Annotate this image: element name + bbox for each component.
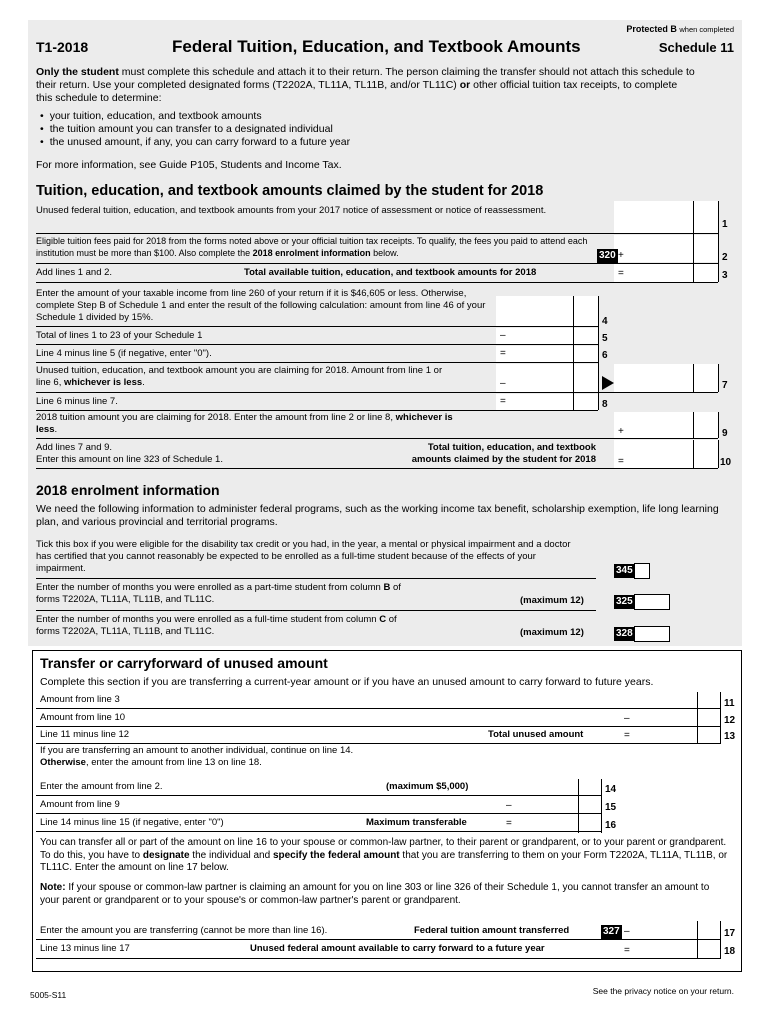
para-a: You can transfer all or part of the amount on line 16 to your spouse or common-law partner, to their parent or grandparent, or to your parent or grandparent. To do this, you have to bbox=[40, 837, 727, 861]
equals-sign: = bbox=[618, 456, 624, 467]
line9-text: 2018 tuition amount you are claiming for 2018. Enter the amount from line 2 or line 8, whichever is less. bbox=[36, 412, 453, 435]
fulltime-text bbox=[36, 614, 416, 638]
rule bbox=[36, 344, 598, 345]
line1-field[interactable] bbox=[614, 201, 718, 233]
line-number: 5 bbox=[602, 333, 608, 344]
line2-code: 320 bbox=[599, 250, 616, 261]
line15-text: Amount from line 9 bbox=[40, 799, 120, 810]
bullet-item: • the tuition amount you can transfer to a designated individual bbox=[40, 123, 350, 136]
line2-text-a: Eligible tuition fees paid for 2018 from the forms noted above or your official tuition tax receipts. To qualify, the fees you paid to attend each institution must be more than $100. Also complete the bbox=[36, 236, 588, 258]
minus-sign: – bbox=[500, 330, 506, 341]
enrolment-heading: 2018 enrolment information bbox=[36, 482, 220, 498]
para-d: specify the federal amount bbox=[272, 849, 400, 861]
line10-total-label bbox=[340, 442, 596, 466]
pt-text-b: B bbox=[383, 582, 391, 593]
equals-sign: = bbox=[500, 348, 506, 359]
column-edge bbox=[720, 692, 721, 744]
line10-text-b: Enter this amount on line 323 of Schedule 1. bbox=[36, 454, 223, 465]
rule bbox=[36, 392, 718, 393]
line-number: 14 bbox=[605, 784, 617, 795]
transfer-heading: Transfer or carryforward of unused amount bbox=[40, 655, 328, 671]
note-text: If your spouse or common-law partner is claiming an amount for you on line 303 or line 326 of their Schedule 1, you cannot transfer an amount to your parent or grandparent or to your spouse's or common-law partner's parent or grandparent. bbox=[40, 882, 710, 906]
parttime-field[interactable] bbox=[634, 594, 670, 610]
protected-suffix: when completed bbox=[679, 25, 734, 34]
column-edge bbox=[718, 440, 719, 468]
protected-label bbox=[626, 23, 734, 36]
equals-sign: = bbox=[506, 818, 512, 829]
column-edge bbox=[601, 779, 602, 833]
line18-text: Line 13 minus line 17 bbox=[40, 943, 130, 954]
disability-checkbox[interactable] bbox=[634, 563, 650, 579]
line8-text: Line 6 minus line 7. bbox=[36, 396, 118, 407]
minus-sign: – bbox=[624, 713, 630, 724]
rule bbox=[36, 362, 598, 363]
line3-field[interactable] bbox=[614, 264, 718, 282]
equals-sign: = bbox=[624, 945, 630, 956]
rule bbox=[36, 939, 720, 940]
privacy-notice: See the privacy notice on your return. bbox=[592, 986, 734, 996]
para-e: that you are transferring to them on your Form T2202A, TL11A, TL11B, or TL11C. Enter the amount on line 17 below. bbox=[40, 849, 728, 873]
line2-text-c: below. bbox=[370, 247, 399, 258]
column-edge bbox=[720, 921, 721, 959]
enrolment-intro: We need the following information to administer federal programs, such as the working income tax benefit, scholarship exemption, life long learning plan, and various provincial and territorial programs. bbox=[36, 503, 719, 528]
equals-sign: = bbox=[500, 396, 506, 407]
parttime-max: (maximum 12) bbox=[520, 595, 584, 606]
line-number: 9 bbox=[722, 428, 728, 439]
line16-text: Line 14 minus line 15 (if negative, enter "0") bbox=[40, 817, 224, 828]
cents-divider bbox=[693, 201, 694, 282]
cents-divider bbox=[697, 692, 698, 744]
rule bbox=[36, 233, 718, 234]
line-number: 7 bbox=[722, 380, 728, 391]
rule bbox=[36, 282, 718, 283]
line5-text: Total of lines 1 to 23 of your Schedule 1 bbox=[36, 330, 203, 341]
minus-sign: – bbox=[506, 800, 512, 811]
plus-sign: + bbox=[618, 426, 624, 437]
line14-max: (maximum $5,000) bbox=[386, 781, 469, 792]
line7-field[interactable] bbox=[614, 364, 718, 392]
transfer-note bbox=[40, 882, 710, 907]
page-title: Federal Tuition, Education, and Textbook Amounts bbox=[172, 37, 581, 56]
para-b: designate bbox=[142, 849, 190, 861]
line9-field[interactable] bbox=[614, 412, 718, 438]
line1-text: Unused federal tuition, education, and textbook amounts from your 2017 notice of assessment or notice of reassessment. bbox=[36, 205, 547, 216]
line10-text-a: Add lines 7 and 9. bbox=[36, 442, 113, 453]
parttime-code: 325 bbox=[616, 596, 633, 607]
parttime-text bbox=[36, 582, 416, 606]
rule bbox=[36, 610, 596, 611]
rule bbox=[36, 708, 720, 709]
line7-text: Unused tuition, education, and textbook amount you are claiming for 2018. Amount from line 1 or line 6, whichever is less. bbox=[36, 365, 443, 388]
cents-divider bbox=[693, 412, 694, 438]
line10-total-b: amounts claimed by the student for 2018 bbox=[411, 454, 596, 465]
line13-total-label: Total unused amount bbox=[488, 729, 584, 740]
minus-sign: – bbox=[624, 926, 630, 937]
more-info: For more information, see Guide P105, Students and Income Tax. bbox=[36, 159, 342, 171]
line-number: 17 bbox=[724, 928, 736, 939]
para-c: the individual and bbox=[189, 849, 273, 861]
line3-total-label: Total available tuition, education, and textbook amounts for 2018 bbox=[244, 267, 537, 278]
note-label: Note: bbox=[40, 882, 66, 893]
pt-text-c: of forms T2202A, TL11A, TL11B, and TL11C. bbox=[36, 582, 401, 605]
line-number: 8 bbox=[602, 399, 608, 410]
line-number: 16 bbox=[605, 820, 617, 831]
minus-sign: – bbox=[500, 378, 506, 389]
rule bbox=[36, 468, 718, 469]
line18-field[interactable] bbox=[620, 941, 697, 959]
line7-text-b: whichever is less bbox=[64, 377, 143, 388]
line9-text-a: 2018 tuition amount you are claiming for 2018. Enter the amount from line 2 or line 8, bbox=[36, 412, 396, 423]
intro-end: other official tuition tax receipts, to complete this schedule to determine: bbox=[36, 79, 678, 104]
line-number: 15 bbox=[605, 802, 617, 813]
rule bbox=[36, 958, 720, 959]
line7-mid-field[interactable] bbox=[496, 364, 598, 392]
line9-text-b: whichever is less bbox=[36, 412, 453, 435]
cents-divider bbox=[578, 779, 579, 833]
column-edge bbox=[718, 201, 719, 282]
continue-a: If you are transferring an amount to another individual, continue on line 14. bbox=[40, 745, 354, 756]
rule bbox=[36, 831, 601, 832]
line5-field[interactable] bbox=[496, 328, 598, 344]
line-number: 18 bbox=[724, 946, 736, 957]
continue-b-rest: , enter the amount from line 13 on line 18. bbox=[85, 757, 262, 768]
rule bbox=[36, 438, 718, 439]
line-number: 13 bbox=[724, 731, 736, 742]
line2-text bbox=[36, 236, 594, 259]
rule bbox=[36, 578, 596, 579]
line14-field[interactable] bbox=[500, 779, 578, 795]
line17-field[interactable] bbox=[620, 921, 697, 939]
bullet-item: • your tuition, education, and textbook amounts bbox=[40, 110, 350, 123]
bullet-item: • the unused amount, if any, you can carry forward to a future year bbox=[40, 136, 350, 149]
line17-total-label: Federal tuition amount transferred bbox=[414, 925, 570, 936]
line17-code: 327 bbox=[603, 926, 620, 937]
intro-bullets bbox=[40, 110, 350, 149]
transfer-paragraph bbox=[40, 837, 730, 875]
line2-field[interactable] bbox=[614, 235, 718, 262]
line4-text: Enter the amount of your taxable income from line 260 of your return if it is $46,605 or less. Otherwise, complete Step B of Schedule 1 and enter the result of the following calculation: amount from line 46 of your Schedule 1 divided by 15%. bbox=[36, 288, 486, 323]
ft-text-b: C bbox=[379, 614, 387, 625]
rule bbox=[36, 726, 720, 727]
line-number: 10 bbox=[720, 457, 732, 468]
line10-text bbox=[36, 442, 223, 466]
line-number: 4 bbox=[602, 316, 608, 327]
pt-text-a: Enter the number of months you were enrolled as a part-time student from column bbox=[36, 582, 384, 593]
intro-or: or bbox=[459, 79, 471, 91]
disability-text: Tick this box if you were eligible for the disability tax credit or you had, in the year, a mental or physical impairment and a doctor has certified that you cannot reasonably be expected to be enrolled as a full-time student because of the effects of your impairment. bbox=[36, 539, 571, 574]
line6-text: Line 4 minus line 5 (if negative, enter "0"). bbox=[36, 348, 212, 359]
transfer-intro: Complete this section if you are transferring a current-year amount or if you have an unused amount to carry forward to future years. bbox=[40, 676, 654, 688]
continue-b-bold: Otherwise bbox=[40, 757, 86, 768]
rule bbox=[36, 326, 598, 327]
line2-text-b: 2018 enrolment information bbox=[252, 247, 371, 258]
line11-text: Amount from line 3 bbox=[40, 694, 120, 705]
equals-sign: = bbox=[618, 268, 624, 279]
rule bbox=[36, 410, 598, 411]
column-edge bbox=[718, 364, 719, 392]
section1-heading: Tuition, education, and textbook amounts claimed by the student for 2018 bbox=[36, 183, 544, 199]
line4-field[interactable] bbox=[496, 296, 598, 326]
column-edge bbox=[718, 412, 719, 438]
fulltime-max: (maximum 12) bbox=[520, 627, 584, 638]
form-id: T1-2018 bbox=[36, 39, 89, 55]
line-number: 12 bbox=[724, 715, 736, 726]
line13-text: Line 11 minus line 12 bbox=[40, 729, 130, 740]
line10-total-a: Total tuition, education, and textbook bbox=[427, 442, 596, 453]
plus-sign: + bbox=[618, 250, 624, 261]
intro-paragraph bbox=[36, 66, 696, 105]
arrow-right-icon bbox=[602, 376, 614, 390]
line12-text: Amount from line 10 bbox=[40, 712, 126, 723]
line11-field[interactable] bbox=[618, 692, 697, 708]
line-number: 6 bbox=[602, 350, 608, 361]
cents-divider bbox=[697, 921, 698, 959]
fulltime-code: 328 bbox=[616, 628, 633, 639]
protected-b: Protected B bbox=[626, 24, 677, 34]
ft-text-a: Enter the number of months you were enrolled as a full-time student from column bbox=[36, 614, 380, 625]
rule bbox=[36, 743, 720, 744]
ft-text-c: of forms T2202A, TL11A, TL11B, and TL11C. bbox=[36, 614, 397, 637]
line-number: 11 bbox=[724, 698, 735, 709]
rule bbox=[36, 795, 601, 796]
form-code: 5005-S11 bbox=[30, 990, 67, 1000]
line6-field[interactable] bbox=[496, 346, 598, 362]
cents-divider bbox=[693, 440, 694, 468]
cents-divider bbox=[693, 364, 694, 392]
line7-text-a: Unused tuition, education, and textbook amount you are claiming for 2018. Amount from line 1 or line 6, bbox=[36, 365, 443, 388]
line16-total-label: Maximum transferable bbox=[366, 817, 467, 828]
line8-field[interactable] bbox=[496, 394, 598, 410]
line17-text: Enter the amount you are transferring (cannot be more than line 16). bbox=[40, 925, 328, 936]
equals-sign: = bbox=[624, 730, 630, 741]
intro-bold: Only the student bbox=[36, 66, 119, 78]
continue-text bbox=[40, 745, 353, 769]
rule bbox=[36, 813, 601, 814]
fulltime-field[interactable] bbox=[634, 626, 670, 642]
line10-field[interactable] bbox=[614, 440, 718, 468]
line3-text: Add lines 1 and 2. bbox=[36, 267, 113, 278]
disability-code: 345 bbox=[616, 565, 633, 576]
schedule-label: Schedule 11 bbox=[658, 40, 734, 55]
line-number: 3 bbox=[722, 270, 728, 281]
line18-total-label: Unused federal amount available to carry forward to a future year bbox=[250, 943, 545, 954]
line14-text: Enter the amount from line 2. bbox=[40, 781, 163, 792]
intro-text: must complete this schedule and attach it to their return. The person claiming the transfer should not attach this schedule to their return. Use your completed designated forms (T2202A, TL11A, TL11B, and/or TL11C) bbox=[36, 66, 695, 91]
rule bbox=[36, 263, 718, 264]
line-number: 1 bbox=[722, 219, 728, 230]
line-number: 2 bbox=[722, 252, 728, 263]
